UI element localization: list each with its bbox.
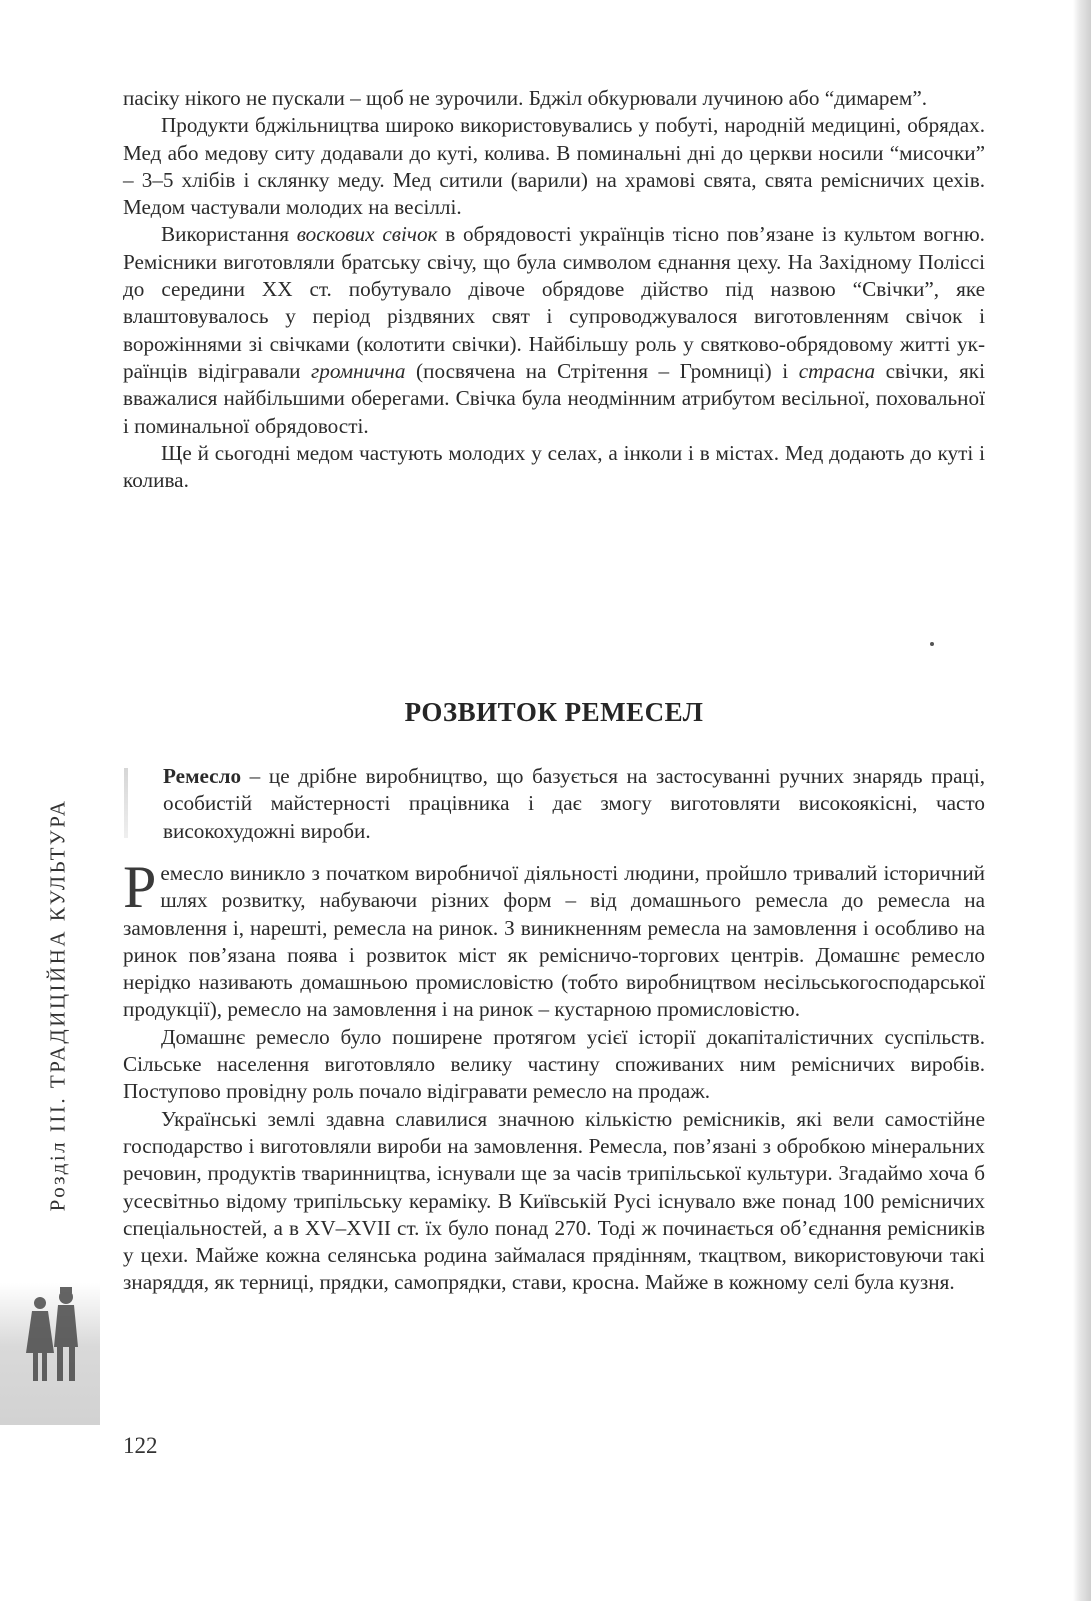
paragraph-craft-origin bbox=[123, 854, 985, 1024]
folk-figures-drawing bbox=[0, 1283, 100, 1425]
text-run: (посвячена на Стрітення – Громниці) і bbox=[405, 358, 799, 383]
italic-term: воскових свічок bbox=[296, 222, 438, 247]
italic-term: страсна bbox=[798, 358, 876, 383]
italic-term: громнична bbox=[311, 358, 406, 383]
definition-margin-bar bbox=[124, 768, 128, 838]
definition-box bbox=[163, 763, 985, 845]
text-run: свічки, які вважалися найбільшими оберегами. Свічка була неодмінним атрибутом весільної, поховальної і поминальної обрядовості. bbox=[123, 358, 985, 438]
paragraph-home-craft: Домашнє ремесло було поширене протягом усієї історії докапіталістичних суспільств. Сільське населення виготовляло велику частину споживаних ним ремісничих виробів. Поступово провідну роль почало відігравати ремесло на продаж. bbox=[123, 1024, 985, 1104]
paragraph-wax-candles bbox=[123, 221, 985, 439]
chapter-sidebar bbox=[28, 765, 88, 1245]
drop-cap: Р bbox=[123, 854, 157, 920]
text-run: в обрядовості українців тісно пов’язане із культом вогню. Ремісники виготовляли братську свічу, що була символом єднання цеху. На Західному Поліссі до середини XX ст. побутувало дівоче обрядове дійство під назвою “Свічки”, яке влаштовувалось у період різдвяних свят і супроводжувалося виготовленням свічок і ворожіннями зі свічками (колотити свічки). Найбільшу роль у святково-обрядовому житті українців відігравали bbox=[123, 222, 985, 383]
text-run: емесло виникло з початком виробничої діяльності людини, пройшло тривалий історичний шлях розвитку, набуваючи різних форм – від домашнього ремесла до ремесла на замовлення і, нарешті, ремесла на ринок. З виникненням ремесла на замовлення і особливо на ринок пов’язана поява і розвиток міст як ремісничо-торгових центрів. Домашнє ремесло нерідко називають домашньою промисловістю (тобто виробництвом несільськогосподарської продукції), ремесло на замовлення і на ринок – кустарною промисловістю. bbox=[123, 861, 985, 1022]
chapter-label: Розділ III. ТРАДИЦІЙНА КУЛЬТУРА bbox=[45, 798, 70, 1212]
top-text-block bbox=[123, 85, 985, 494]
paragraph-apiary: пасіку нікого не пускали – щоб не зурочили. Бджіл обкурювали лучиною або “димарем”. bbox=[123, 86, 928, 110]
definition-term: Ремесло bbox=[163, 764, 242, 788]
page-number: 122 bbox=[123, 1433, 158, 1458]
definition-text: – це дрібне виробництво, що базується на застосуванні ручних знарядь праці, особистій майстерності працівника і дає змогу виготовляти високоякісні, часто високохудожні вироби. bbox=[163, 764, 985, 843]
paragraph-bee-products: Продукти бджільництва широко використовувались у побуті, народній медицині, обрядах. Мед або медову ситу додавали до куті, колива. В поминальні дні до церкви носили “мисочки” – 3–5 хлібів і склянку меду. Мед ситили (варили) на храмові свята, свята ремісничих цехів. Медом частували молодих на весіллі. bbox=[123, 113, 985, 220]
page-edge-shadow bbox=[1073, 0, 1091, 1601]
section-title: РОЗВИТОК РЕМЕСЕЛ bbox=[404, 697, 704, 727]
print-speck bbox=[930, 642, 934, 646]
text-run: Використання bbox=[161, 222, 297, 247]
paragraph-honey-today: Ще й сьогодні медом частують молодих у селах, а інколи і в містах. Мед додають до куті і колива. bbox=[123, 440, 985, 493]
paragraph-ukrainian-crafts: Українські землі здавна славилися значною кількістю ремісників, які вели самостійне господарство і виготовляли вироби на замовлення. Ремесла, пов’язані з обробкою мінеральних речовин, продуктів тваринництва, існували ще за часів трипільської культури. Згадаймо хоча б усесвітньо відому трипільську кераміку. В Київській Русі існувало вже понад 100 ремісничих спеціальностей, а в XV–XVII ст. їх було понад 270. Тоді ж починається об’єднання ремісників у цехи. Майже кожна селянська родина займалася прядінням, ткацтвом, використовуючи такі знаряддя, як терниці, прядки, самопрядки, стави, кросна. Майже в кожному селі була кузня. bbox=[123, 1106, 985, 1295]
bottom-text-block bbox=[123, 854, 985, 1297]
folk-figures-icon bbox=[0, 1283, 100, 1425]
